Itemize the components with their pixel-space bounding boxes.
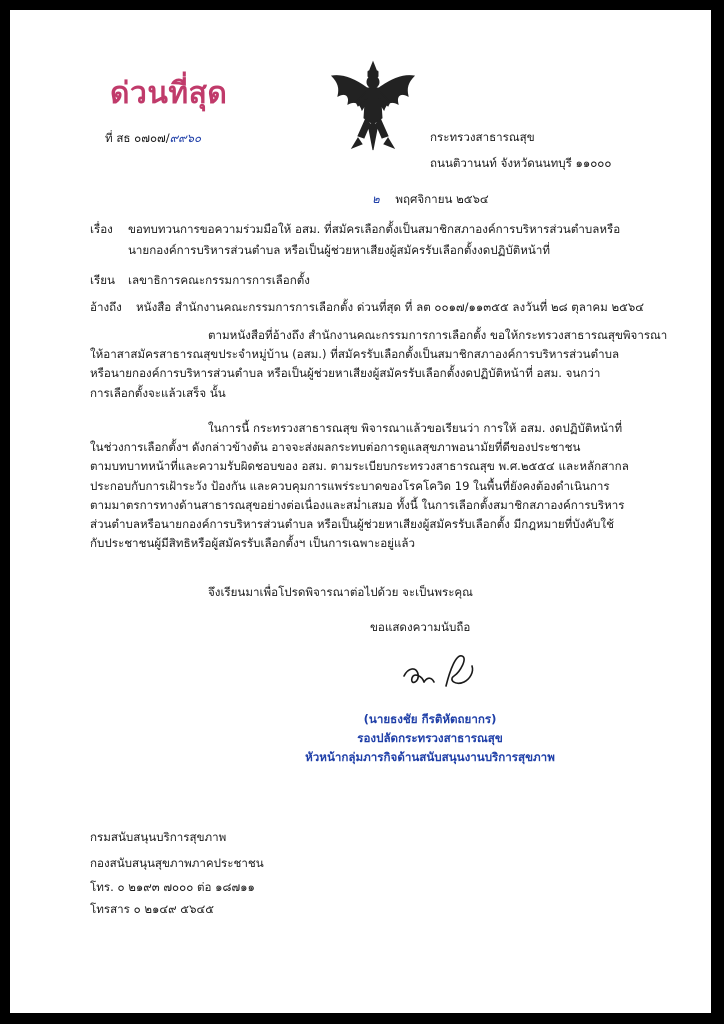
recipient: เลขาธิการคณะกรรมการการเลือกตั้ง: [128, 273, 310, 287]
date-day-handwritten: ๒: [372, 192, 380, 206]
subject-line-1: ขอทบทวนการขอความร่วมมือให้ อสม. ที่สมัครเลือกตั้งเป็นสมาชิกสภาองค์การบริหารส่วนตำบลหรือ: [128, 222, 621, 236]
signatory-title-1: รองปลัดกระทรวงสาธารณสุข: [357, 731, 503, 745]
paragraph-1: [90, 326, 667, 403]
subject-label: เรื่อง: [90, 222, 113, 236]
letter-page: [10, 10, 711, 1013]
salutation: ขอแสดงความนับถือ: [370, 620, 471, 634]
footer-dept: กรมสนับสนุนบริการสุขภาพ: [90, 830, 227, 844]
subject-line-2: นายกองค์การบริหารส่วนตำบล หรือเป็นผู้ช่วยหาเสียงผู้สมัครรับเลือกตั้งงดปฏิบัติหน้าที่: [128, 243, 551, 257]
paragraph-2-line: ในการนี้ กระทรวงสาธารณสุข พิจารณาแล้วขอเรียนว่า การให้ อสม. งดปฏิบัติหน้าที่: [208, 421, 623, 435]
paragraph-2: [90, 419, 629, 553]
paragraph-2-line: ตามบทบาทหน้าที่และความรับผิดชอบของ อสม. ตามระเบียบกระทรวงสาธารณสุข พ.ศ.๒๕๕๔ และหลักสากล: [90, 459, 629, 474]
paragraph-2-line: กับประชาชนผู้มีสิทธิหรือผู้สมัครรับเลือกตั้งฯ เป็นการเฉพาะอยู่แล้ว: [90, 536, 416, 551]
reference-handwritten-number: ๙๙๖๐: [169, 131, 202, 145]
garuda-emblem-icon: [328, 58, 418, 158]
letter-date: [372, 190, 489, 209]
signatory-title-2: หัวหน้ากลุ่มภารกิจด้านสนับสนุนงานบริการสุขภาพ: [305, 750, 555, 764]
sender-org: กระทรวงสาธารณสุข: [430, 130, 535, 144]
signature-image: [398, 646, 488, 698]
footer-division: กองสนับสนุนสุขภาพภาคประชาชน: [90, 856, 264, 870]
recipient-label: เรียน: [90, 273, 115, 287]
reference-number: [105, 129, 201, 148]
paragraph-1-line: หรือนายกองค์การบริหารส่วนตำบล หรือเป็นผู้ช่วยหาเสียงผู้สมัครรับเลือกตั้งงดปฏิบัติหน้าที่ อสม. จนกว่า: [90, 366, 601, 381]
paragraph-2-line: ตามมาตรการทางด้านสาธารณสุขอย่างต่อเนื่องและสม่ำเสมอ ทั้งนี้ ในการเลือกตั้งสมาชิกสภาองค์การบริหาร: [90, 497, 625, 512]
paragraph-1-line: ตามหนังสือที่อ้างถึง สำนักงานคณะกรรมการการเลือกตั้ง ขอให้กระทรวงสาธารณสุขพิจารณา: [208, 328, 668, 342]
reference-prefix: ที่ สธ ๐๗๐๗/: [105, 131, 170, 145]
right-border: [712, 0, 724, 1024]
signature-block: [300, 710, 560, 767]
paragraph-2-line: ในช่วงการเลือกตั้งฯ ดังกล่าวข้างต้น อาจจะส่งผลกระทบต่อการดูแลสุขภาพอนามัยที่ดีของประชาชน: [90, 440, 581, 455]
footer-fax: โทรสาร ๐ ๒๑๔๙ ๕๖๔๕: [90, 902, 214, 916]
reference-label: อ้างถึง: [90, 300, 122, 314]
closing-request: จึงเรียนมาเพื่อโปรดพิจารณาต่อไปด้วย จะเป็นพระคุณ: [208, 585, 473, 599]
paragraph-2-line: ส่วนตำบลหรือนายกองค์การบริหารส่วนตำบล หรือเป็นผู้ช่วยหาเสียงผู้สมัครรับเลือกตั้ง มีกฎหมายที่บังคับใช้: [90, 517, 614, 532]
paragraph-1-line: การเลือกตั้งจะแล้วเสร็จ นั้น: [90, 385, 226, 400]
paragraph-1-line: ให้อาสาสมัครสาธารณสุขประจำหมู่บ้าน (อสม.) ที่สมัครรับเลือกตั้งเป็นสมาชิกสภาองค์การบริหารส่วนตำบล: [90, 347, 620, 362]
paragraph-2-line: ประกอบกับการเฝ้าระวัง ป้องกัน และควบคุมการแพร่ระบาดของโรคโควิด 19 ในพื้นที่ยังคงต้องดำเนินการ: [90, 478, 610, 493]
date-month-year: พฤศจิกายน ๒๕๖๔: [395, 192, 489, 206]
sender-address: ถนนติวานนท์ จังหวัดนนทบุรี ๑๑๐๐๐: [430, 156, 612, 170]
reference-text: หนังสือ สำนักงานคณะกรรมการการเลือกตั้ง ด่วนที่สุด ที่ ลต ๐๐๑๗/๑๑๓๕๕ ลงวันที่ ๒๘ ตุลาคม ๒๕๖๔: [136, 300, 645, 314]
signatory-name: (นายธงชัย กีรติหัตถยากร): [363, 712, 497, 726]
footer-tel: โทร. ๐ ๒๑๙๓ ๗๐๐๐ ต่อ ๑๘๗๑๑: [90, 880, 255, 894]
urgency-stamp: ด่วนที่สุด: [110, 76, 228, 111]
